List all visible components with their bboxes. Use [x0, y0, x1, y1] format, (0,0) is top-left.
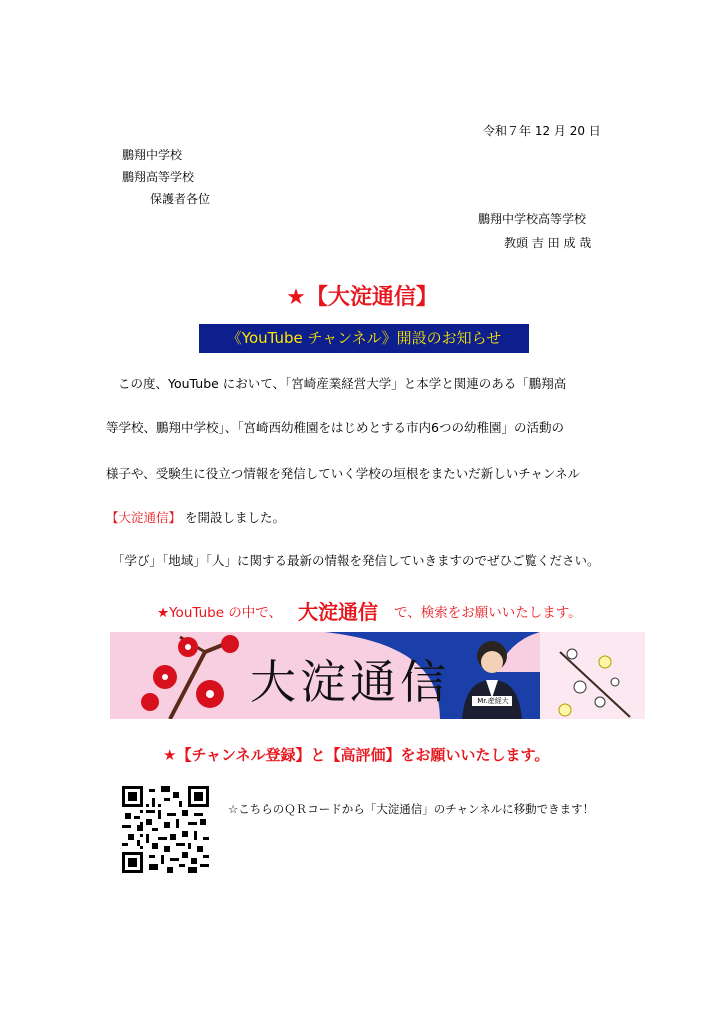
qr-code[interactable]: [122, 786, 209, 873]
recipient-guardians: 保護者各位: [150, 192, 211, 206]
search-suffix: で、検索をお願いいたします。: [394, 605, 582, 621]
recipient-junior-high: 鵬翔中学校: [122, 148, 183, 162]
body-line-4: [106, 508, 285, 526]
page-title: ★【大淀通信】: [286, 285, 438, 310]
channel-name-highlight: 【大淀通信】: [106, 510, 182, 525]
body-line-4-rest: を開設しました。: [185, 510, 286, 525]
subtitle: 《YouTube チャンネル》開設のお知らせ: [226, 329, 502, 347]
banner-title: 大淀通信: [250, 655, 450, 709]
channel-banner: [110, 632, 645, 719]
search-keyword: 大淀通信: [298, 600, 379, 624]
banner-badge: Mr.産経大: [477, 697, 509, 705]
register-request: ★【チャンネル登録】と【高評価】をお願いいたします。: [163, 746, 550, 764]
sender-name: 教頭 吉 田 成 哉: [504, 236, 592, 250]
qr-caption: ☆こちらのＱＲコードから「大淀通信」のチャンネルに移動できます！: [228, 802, 595, 816]
body-line-5: 「学び」「地域」「人」に関する最新の情報を発信していきますのでぜひご覧ください。: [112, 553, 600, 568]
search-instruction: [157, 594, 582, 623]
body-line-2: 等学校、鵬翔中学校」、「宮崎西幼稚園をはじめとする市内6つの幼稚園」の活動の: [106, 420, 564, 435]
sender-organization: 鵬翔中学校高等学校: [478, 212, 587, 226]
search-prefix: ★YouTube の中で、: [157, 605, 283, 621]
body-line-1: この度、YouTube において、「宮崎産業経営大学」と本学と関連のある「鵬翔高: [118, 376, 567, 391]
date: 令和７年 12 月 20 日: [483, 124, 601, 138]
body-line-3: 様子や、受験生に役立つ情報を発信していく学校の垣根をまたいだ新しいチャンネル: [106, 466, 581, 481]
recipient-high-school: 鵬翔高等学校: [122, 170, 195, 184]
